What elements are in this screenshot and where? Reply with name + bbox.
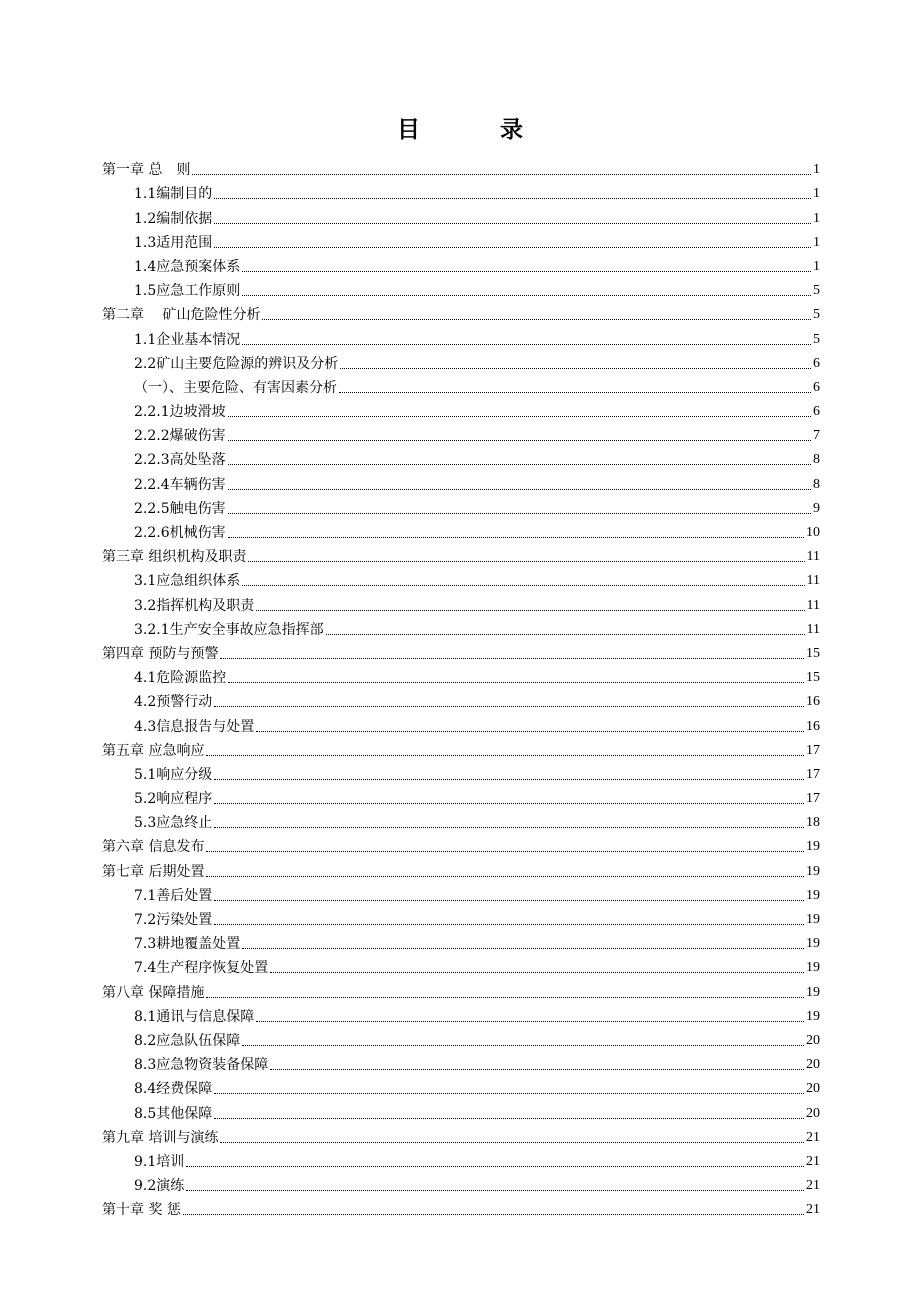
toc-dot-leader — [242, 1045, 804, 1046]
toc-section-entry[interactable] — [102, 1074, 820, 1098]
toc-dot-leader — [186, 1190, 804, 1191]
toc-dot-leader — [228, 464, 811, 465]
toc-chapter-entry[interactable] — [102, 1123, 820, 1147]
toc-entry-page-number: 11 — [806, 597, 820, 613]
toc-entry-label: 4.2预警行动 — [134, 694, 213, 711]
toc-dot-leader — [228, 416, 811, 417]
toc-section-entry[interactable] — [102, 566, 820, 590]
toc-entry-page-number: 21 — [806, 1178, 820, 1194]
toc-section-entry[interactable] — [102, 228, 820, 252]
toc-section-entry[interactable] — [102, 711, 820, 735]
toc-entry-page-number: 6 — [813, 355, 820, 371]
toc-section-entry[interactable] — [102, 179, 820, 203]
toc-section-entry[interactable] — [102, 421, 820, 445]
toc-entry-label: 2.2.2爆破伤害 — [134, 428, 226, 445]
toc-dot-leader — [214, 827, 804, 828]
toc-section-entry[interactable] — [102, 590, 820, 614]
toc-dot-leader — [214, 900, 804, 901]
toc-section-entry[interactable] — [102, 615, 820, 639]
toc-dot-leader — [242, 295, 811, 296]
toc-section-entry[interactable] — [102, 373, 820, 397]
toc-section-entry[interactable] — [102, 276, 820, 300]
toc-entry-label: 7.2污染处置 — [134, 912, 213, 928]
toc-entry-label: 3.1应急组织体系 — [134, 573, 241, 590]
toc-dot-leader — [242, 344, 811, 345]
toc-entry-label: 1.4应急预案体系 — [134, 258, 241, 275]
toc-entry-page-number: 21 — [806, 1129, 820, 1145]
toc-entry-page-number: 19 — [806, 1008, 820, 1024]
toc-entry-label: 8.5其他保障 — [134, 1105, 213, 1122]
toc-section-entry[interactable] — [102, 881, 820, 905]
toc-dot-leader — [256, 610, 804, 611]
toc-entry-page-number: 11 — [806, 573, 820, 589]
toc-section-entry[interactable] — [102, 1147, 820, 1171]
toc-entry-page-number: 1 — [813, 162, 820, 178]
toc-section-entry[interactable] — [102, 324, 820, 348]
toc-entry-page-number: 20 — [806, 1081, 820, 1097]
toc-entry-page-number: 16 — [806, 718, 820, 734]
toc-entry-label: 第七章 后期处置 — [102, 863, 205, 880]
toc-section-entry[interactable] — [102, 1098, 820, 1122]
toc-dot-leader — [242, 948, 804, 949]
toc-entry-page-number: 19 — [806, 960, 820, 976]
toc-dot-leader — [214, 779, 804, 780]
toc-entry-page-number: 10 — [806, 525, 820, 540]
toc-entry-page-number: 8 — [813, 452, 820, 468]
toc-entry-label: 1.3适用范围 — [134, 234, 213, 251]
toc-section-entry[interactable] — [102, 1050, 820, 1074]
toc-entry-page-number: 1 — [813, 210, 820, 226]
toc-dot-leader — [340, 368, 811, 369]
toc-entry-page-number: 1 — [813, 186, 820, 202]
toc-entry-label: 2.2.6机械伤害 — [134, 525, 226, 541]
toc-entry-label: 第六章 信息发布 — [102, 839, 205, 856]
toc-entry-page-number: 17 — [806, 742, 820, 758]
toc-entry-label: 2.2矿山主要危险源的辨识及分析 — [134, 355, 339, 372]
toc-entry-label: 1.1编制目的 — [134, 186, 213, 203]
toc-dot-leader — [242, 271, 811, 272]
toc-dot-leader — [206, 997, 804, 998]
toc-entry-label: 第五章 应急响应 — [102, 742, 205, 759]
toc-dot-leader — [192, 174, 811, 175]
toc-entry-label: （一）、主要危险、有害因素分析 — [134, 379, 337, 396]
toc-entry-page-number: 20 — [806, 1057, 820, 1073]
toc-section-entry[interactable] — [102, 397, 820, 421]
toc-entry-label: 第三章 组织机构及职责 — [102, 549, 247, 566]
toc-entry-page-number: 19 — [806, 984, 820, 1000]
toc-entry-page-number: 17 — [806, 791, 820, 807]
toc-entry-page-number: 5 — [813, 331, 820, 347]
table-of-contents — [102, 155, 820, 1219]
toc-entry-page-number: 19 — [806, 839, 820, 855]
toc-entry-label: 7.1善后处置 — [134, 887, 213, 904]
toc-entry-page-number: 20 — [806, 1105, 820, 1121]
toc-entry-label: 第九章 培训与演练 — [102, 1129, 219, 1146]
toc-dot-leader — [228, 682, 804, 683]
toc-section-entry[interactable] — [102, 1002, 820, 1026]
toc-section-entry[interactable] — [102, 518, 820, 542]
toc-entry-label: 第四章 预防与预警 — [102, 645, 219, 662]
toc-entry-label: 1.1企业基本情况 — [134, 331, 241, 348]
toc-entry-label: 第一章 总 则 — [102, 162, 191, 179]
toc-entry-label: 4.1危险源监控 — [134, 670, 227, 687]
toc-dot-leader — [228, 513, 811, 514]
toc-entry-label: 8.4经费保障 — [134, 1081, 213, 1098]
toc-entry-label: 7.3耕地覆盖处置 — [134, 936, 241, 953]
toc-dot-leader — [256, 1021, 804, 1022]
toc-entry-label: 5.1响应分级 — [134, 766, 213, 783]
toc-dot-leader — [270, 1069, 804, 1070]
toc-section-entry[interactable] — [102, 494, 820, 518]
toc-entry-page-number: 7 — [813, 428, 820, 444]
toc-dot-leader — [214, 924, 804, 925]
toc-chapter-entry[interactable] — [102, 300, 820, 324]
toc-entry-page-number: 6 — [813, 404, 820, 420]
toc-entry-label: 5.2响应程序 — [134, 791, 213, 808]
toc-dot-leader — [270, 972, 804, 973]
toc-dot-leader — [220, 1142, 804, 1143]
toc-entry-label: 2.2.4车辆伤害 — [134, 476, 226, 493]
toc-chapter-entry[interactable] — [102, 155, 820, 179]
toc-entry-label: 9.1培训 — [134, 1153, 185, 1170]
toc-entry-label: 第八章 保障措施 — [102, 984, 205, 1001]
toc-entry-page-number: 5 — [813, 283, 820, 299]
toc-dot-leader — [339, 392, 811, 393]
toc-dot-leader — [186, 1166, 804, 1167]
toc-entry-label: 8.3应急物资装备保障 — [134, 1057, 269, 1074]
toc-section-entry[interactable] — [102, 1171, 820, 1195]
toc-entry-page-number: 5 — [813, 307, 820, 323]
toc-entry-label: 1.2编制依据 — [134, 210, 213, 227]
toc-entry-page-number: 18 — [806, 815, 820, 831]
toc-dot-leader — [206, 876, 804, 877]
toc-entry-label: 第二章 矿山危险性分析 — [102, 307, 261, 324]
toc-entry-label: 1.5应急工作原则 — [134, 283, 241, 300]
toc-dot-leader — [256, 731, 804, 732]
toc-entry-page-number: 21 — [806, 1153, 820, 1169]
toc-entry-label: 第十章 奖 惩 — [102, 1202, 181, 1219]
toc-entry-page-number: 11 — [806, 621, 820, 637]
toc-entry-page-number: 19 — [806, 912, 820, 927]
toc-dot-leader — [326, 634, 805, 635]
toc-chapter-entry[interactable] — [102, 736, 820, 760]
toc-dot-leader — [206, 755, 804, 756]
toc-entry-label: 8.1通讯与信息保障 — [134, 1008, 255, 1025]
toc-section-entry[interactable] — [102, 905, 820, 929]
toc-dot-leader — [214, 803, 804, 804]
toc-entry-label: 2.2.3高处坠落 — [134, 452, 226, 469]
toc-dot-leader — [214, 198, 811, 199]
toc-dot-leader — [242, 585, 804, 586]
toc-chapter-entry[interactable] — [102, 542, 820, 566]
toc-entry-page-number: 20 — [806, 1032, 820, 1048]
toc-dot-leader — [228, 440, 811, 441]
toc-section-entry[interactable] — [102, 203, 820, 227]
toc-entry-page-number: 19 — [806, 887, 820, 903]
toc-chapter-entry[interactable] — [102, 856, 820, 880]
toc-dot-leader — [214, 1118, 804, 1119]
toc-entry-page-number: 21 — [806, 1202, 820, 1218]
toc-dot-leader — [214, 223, 811, 224]
toc-chapter-entry[interactable] — [102, 639, 820, 663]
toc-chapter-entry[interactable] — [102, 1195, 820, 1219]
toc-section-entry[interactable] — [102, 760, 820, 784]
toc-dot-leader — [214, 1093, 804, 1094]
toc-entry-page-number: 9 — [813, 500, 820, 516]
toc-entry-page-number: 19 — [806, 863, 820, 879]
toc-entry-page-number: 1 — [813, 258, 820, 274]
toc-chapter-entry[interactable] — [102, 832, 820, 856]
toc-dot-leader — [228, 489, 811, 490]
toc-entry-page-number: 16 — [806, 694, 820, 710]
toc-entry-page-number: 15 — [806, 645, 820, 661]
toc-section-entry[interactable] — [102, 808, 820, 832]
toc-section-entry[interactable] — [102, 784, 820, 808]
toc-entry-label: 5.3应急终止 — [134, 815, 213, 832]
toc-entry-page-number: 8 — [813, 476, 820, 492]
toc-entry-label: 7.4生产程序恢复处置 — [134, 960, 269, 977]
toc-entry-label: 2.2.5触电伤害 — [134, 500, 226, 517]
toc-section-entry[interactable] — [102, 469, 820, 493]
toc-section-entry[interactable] — [102, 252, 820, 276]
toc-dot-leader — [214, 706, 804, 707]
toc-chapter-entry[interactable] — [102, 977, 820, 1001]
toc-entry-label: 3.2指挥机构及职责 — [134, 597, 255, 614]
toc-dot-leader — [206, 851, 804, 852]
toc-entry-page-number: 15 — [806, 670, 820, 686]
toc-entry-page-number: 1 — [813, 234, 820, 250]
toc-section-entry[interactable] — [102, 929, 820, 953]
toc-section-entry[interactable] — [102, 349, 820, 373]
toc-entry-label: 8.2应急队伍保障 — [134, 1032, 241, 1049]
toc-dot-leader — [228, 537, 804, 538]
toc-entry-page-number: 17 — [806, 766, 820, 782]
toc-entry-label: 3.2.1生产安全事故应急指挥部 — [134, 621, 324, 638]
toc-entry-label: 2.2.1边坡滑坡 — [134, 404, 226, 421]
toc-entry-page-number: 11 — [806, 549, 820, 565]
toc-dot-leader — [248, 561, 804, 562]
toc-entry-label: 9.2演练 — [134, 1178, 185, 1195]
toc-dot-leader — [220, 658, 804, 659]
toc-section-entry[interactable] — [102, 953, 820, 977]
toc-section-entry[interactable] — [102, 687, 820, 711]
toc-dot-leader — [183, 1214, 804, 1215]
toc-title: 目 录 — [396, 117, 559, 143]
toc-entry-page-number: 6 — [813, 379, 820, 395]
toc-entry-label: 4.3信息报告与处置 — [134, 718, 255, 735]
toc-dot-leader — [262, 319, 811, 320]
toc-section-entry[interactable] — [102, 1026, 820, 1050]
toc-dot-leader — [214, 247, 811, 248]
toc-entry-page-number: 19 — [806, 936, 820, 952]
toc-section-entry[interactable] — [102, 445, 820, 469]
toc-section-entry[interactable] — [102, 663, 820, 687]
